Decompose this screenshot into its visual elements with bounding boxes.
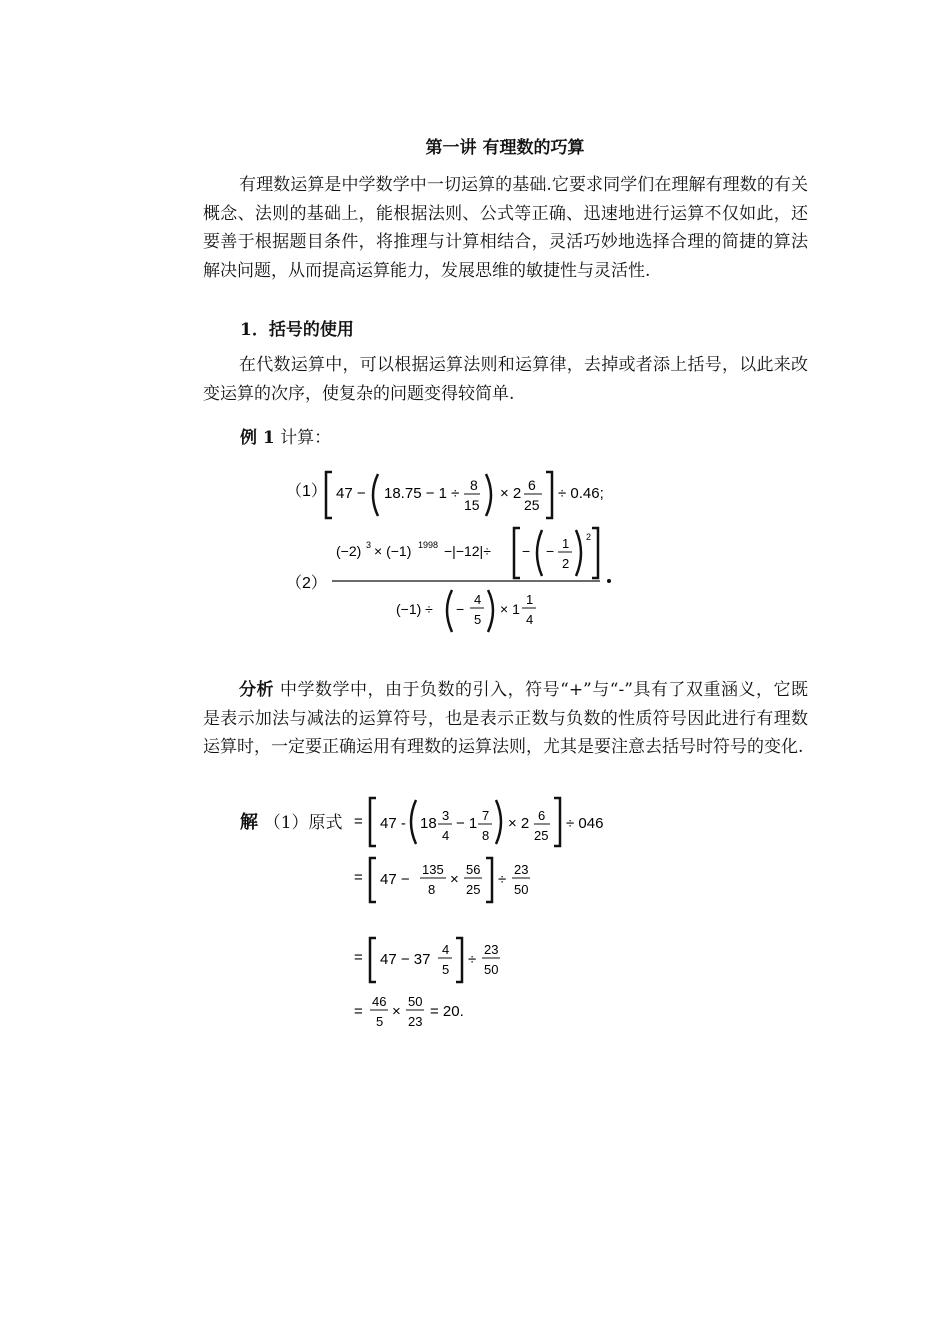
svg-text:÷: ÷ bbox=[498, 871, 507, 888]
svg-text:25: 25 bbox=[524, 497, 540, 513]
svg-text:25: 25 bbox=[466, 882, 481, 897]
svg-text:4: 4 bbox=[526, 612, 534, 627]
svg-text:÷ 0.46;: ÷ 0.46; bbox=[558, 485, 604, 502]
svg-text:×: × bbox=[392, 1003, 401, 1020]
svg-text:6: 6 bbox=[538, 808, 546, 823]
svg-text:− 1: − 1 bbox=[456, 815, 478, 832]
solution-heading bbox=[240, 808, 343, 834]
svg-text:5: 5 bbox=[376, 1014, 384, 1029]
svg-text:=: = bbox=[354, 949, 363, 966]
svg-text:(−2): (−2) bbox=[336, 543, 362, 559]
svg-text:8: 8 bbox=[428, 882, 436, 897]
svg-text:4: 4 bbox=[442, 942, 450, 957]
solution-formulas bbox=[350, 790, 630, 1040]
svg-text:47 −: 47 − bbox=[336, 485, 366, 502]
svg-text:2: 2 bbox=[586, 532, 592, 542]
svg-text:=: = bbox=[354, 813, 363, 830]
solution-result: = 20. bbox=[430, 1003, 464, 1020]
svg-text:=: = bbox=[354, 869, 363, 886]
svg-text:23: 23 bbox=[484, 942, 499, 957]
svg-text:× 1: × 1 bbox=[500, 601, 520, 617]
svg-text:−|−12|÷: −|−12|÷ bbox=[444, 543, 491, 559]
analysis-text: 中学数学中，由于负数的引入，符号“+”与“-”具有了双重涵义，它既是表示加法与减法的运算符号，也是表示正数与负数的性质符号因此进行有理数运算时，一定要正确运用有理数的运算法则，尤其是要注意去括号时符号的变化. bbox=[203, 680, 809, 757]
svg-text:135: 135 bbox=[422, 862, 444, 877]
svg-text:8: 8 bbox=[482, 828, 490, 843]
analysis-label: 分析 bbox=[239, 680, 275, 700]
svg-text:18: 18 bbox=[420, 815, 437, 832]
svg-text:−: − bbox=[522, 543, 531, 559]
svg-text:23: 23 bbox=[408, 1014, 423, 1029]
example-prompt: 计算： bbox=[280, 428, 332, 448]
svg-text:6: 6 bbox=[528, 477, 536, 493]
svg-text:÷ 046: ÷ 046 bbox=[566, 815, 604, 832]
example-1-label: （1） bbox=[286, 483, 327, 500]
svg-text:1: 1 bbox=[562, 536, 570, 551]
svg-text:× (−1): × (−1) bbox=[374, 543, 412, 559]
svg-text:4: 4 bbox=[474, 592, 482, 607]
svg-text:(−1) ÷: (−1) ÷ bbox=[396, 601, 433, 617]
svg-text:1998: 1998 bbox=[418, 540, 439, 550]
svg-text:× 2: × 2 bbox=[500, 485, 522, 502]
svg-text:×: × bbox=[450, 871, 459, 888]
example-heading bbox=[240, 423, 331, 448]
svg-text:2: 2 bbox=[562, 556, 570, 571]
solution-part: （1）原式 bbox=[263, 813, 343, 833]
svg-text:50: 50 bbox=[408, 994, 423, 1009]
svg-text:50: 50 bbox=[484, 962, 499, 977]
intro-paragraph: 有理数运算是中学数学中一切运算的基础.它要求同学们在理解有理数的有关概念、法则的基础上，能根据法则、公式等正确、迅速地进行运算不仅如此，还要善于根据题目条件，将推理与计算相结合，灵活巧妙地选择合理的简捷的算法解决问题，从而提高运算能力，发展思维的敏捷性与灵活性. bbox=[203, 175, 808, 281]
svg-text:4: 4 bbox=[442, 828, 450, 843]
example-2-label: （2） bbox=[286, 575, 327, 592]
svg-text:−: − bbox=[456, 601, 465, 617]
svg-text:23: 23 bbox=[514, 862, 529, 877]
svg-text:=: = bbox=[354, 1003, 363, 1020]
svg-text:15: 15 bbox=[464, 497, 480, 513]
svg-text:18.75 − 1 ÷: 18.75 − 1 ÷ bbox=[384, 485, 460, 502]
svg-text:3: 3 bbox=[442, 808, 450, 823]
svg-text:46: 46 bbox=[372, 994, 387, 1009]
svg-text:8: 8 bbox=[470, 477, 478, 493]
svg-text:25: 25 bbox=[534, 828, 549, 843]
svg-text:56: 56 bbox=[466, 862, 481, 877]
svg-text:5: 5 bbox=[442, 962, 450, 977]
svg-text:7: 7 bbox=[482, 808, 490, 823]
page-title: 第一讲 有理数的巧算 bbox=[425, 138, 585, 158]
section-heading: 1．括号的使用 bbox=[240, 320, 354, 340]
svg-text:1: 1 bbox=[526, 592, 534, 607]
example-label: 例 1 bbox=[240, 428, 275, 448]
analysis-paragraph bbox=[203, 676, 808, 762]
svg-text:÷: ÷ bbox=[468, 951, 477, 968]
svg-text:47 − 37: 47 − 37 bbox=[380, 951, 431, 968]
svg-text:47 -: 47 - bbox=[380, 815, 406, 832]
svg-text:47 −: 47 − bbox=[380, 871, 410, 888]
svg-text:50: 50 bbox=[514, 882, 529, 897]
solution-label: 解 bbox=[240, 812, 258, 833]
section-paragraph: 在代数运算中，可以根据运算法则和运算律，去掉或者添上括号，以此来改变运算的次序，使复杂的问题变得较简单. bbox=[203, 355, 808, 404]
svg-text:3: 3 bbox=[366, 540, 372, 550]
example-formulas bbox=[280, 460, 640, 640]
svg-text:−: − bbox=[546, 543, 555, 559]
svg-text:5: 5 bbox=[474, 612, 482, 627]
svg-text:× 2: × 2 bbox=[508, 815, 530, 832]
